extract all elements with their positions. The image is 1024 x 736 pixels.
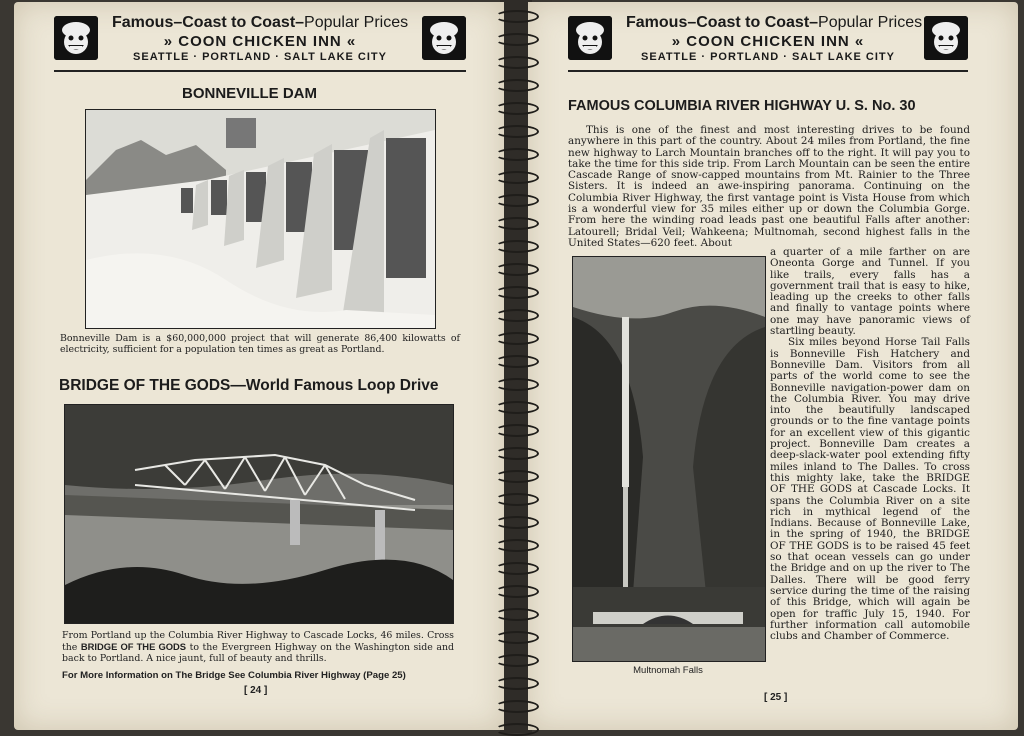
spiral-ring: [495, 263, 539, 276]
spiral-ring: [495, 631, 539, 644]
header-tagline: Famous–Coast to Coast–Popular Prices: [626, 14, 923, 31]
chef-face-logo-icon: [924, 16, 968, 60]
multnomah-falls-photo: [572, 256, 766, 662]
header-restaurant-name: » COON CHICKEN INN «: [163, 33, 357, 50]
spiral-ring: [495, 493, 539, 506]
spiral-ring: [495, 539, 539, 552]
left-page: [14, 2, 504, 730]
spiral-ring: [495, 608, 539, 621]
spiral-ring: [495, 33, 539, 46]
spiral-ring: [495, 332, 539, 345]
bonneville-dam-photo: [85, 109, 436, 329]
spiral-ring: [495, 217, 539, 230]
spiral-ring: [495, 401, 539, 414]
spiral-ring: [495, 516, 539, 529]
spiral-ring: [495, 562, 539, 575]
highway-body-text: a quarter of a mile farther on are Oneonta Gorge and Tunnel. If you like trails, every falls has a government trail that is easy to hike, leading up the creeks to other falls and finally to vantage points where one may have panoramic views of startling beauty. Six miles beyond Horse Tail Falls is Bonneville Fish Hatchery and Bonneville Dam. Visitors from all parts of the world come to see the Bonneville navigation-power dam on the Columbia River. You may drive into the beautifully landscaped grounds or to the fine vantage points for an excellent view of this gigantic project. Bonneville Dam creates a deep-slack-water pool extending fifty miles inland to The Dalles. To cross this mighty lake, take the BRIDGE OF THE GODS at Cascade Locks. It spans the Columbia River on a site rich in mythical legend of the Indians. Because of Bonneville Lake, in the spring of 1940, the BRIDGE OF THE GODS is to be raised 45 feet so that ocean vessels can go under the Bridge and on up the river to The Dalles. There will be good ferry service during the time of the raising of this Bridge, which will again be open for traffic July 15, 1940. For further information call automobile clubs and Chamber of Commerce.: [770, 246, 970, 643]
spiral-ring: [495, 171, 539, 184]
spiral-ring: [495, 447, 539, 460]
spiral-ring: [495, 240, 539, 253]
bridge-section-title: BRIDGE OF THE GODS—World Famous Loop Drive: [59, 377, 439, 394]
chef-face-logo-icon: [54, 16, 98, 60]
spiral-ring: [495, 286, 539, 299]
spiral-ring: [495, 654, 539, 667]
page-number: [ 25 ]: [764, 692, 788, 703]
spiral-ring: [495, 355, 539, 368]
right-page: [528, 2, 1018, 730]
header-cities: SEATTLE · PORTLAND · SALT LAKE CITY: [641, 51, 895, 63]
spiral-ring: [495, 378, 539, 391]
spiral-ring: [495, 470, 539, 483]
chef-face-logo-icon: [568, 16, 612, 60]
dam-caption: Bonneville Dam is a $60,000,000 project that will generate 86,400 kilowatts of electricity, sufficient for a population ten times as great as Portland.: [60, 333, 460, 355]
header-restaurant-name: » COON CHICKEN INN «: [671, 33, 865, 50]
highway-section-title: FAMOUS COLUMBIA RIVER HIGHWAY U. S. No. 30: [568, 98, 916, 114]
spiral-ring: [495, 677, 539, 690]
spiral-ring: [495, 102, 539, 115]
spiral-ring: [495, 194, 539, 207]
spiral-ring: [495, 148, 539, 161]
spiral-ring: [495, 125, 539, 138]
spiral-ring: [495, 723, 539, 736]
highway-intro-text: This is one of the finest and most interesting drives to be found anywhere in this part of the country. About 24 miles from Portland, the fine new highway to Larch Mountain branches off to the right. It will pay you to take the time for this side trip. From Larch Mountain can be seen the entire Cascade Range of snow-capped mountains from Mt. Rainier to the Three Sisters. It is indeed an awe-inspiring panorama. Continuing on the Columbia River Highway, the first vantage point is Vista House from which is a wonderful view for 35 miles either up or down the Columbia Gorge. From here the winding road leads past one beautiful Falls after another: Latourell; Bridal Veil; Wahkeena; Multnomah, second highest falls in the United States—620 feet. About: [568, 124, 970, 249]
chef-face-logo-icon: [422, 16, 466, 60]
spiral-ring: [495, 585, 539, 598]
bridge-of-the-gods-photo: [64, 404, 454, 624]
spiral-ring: [495, 10, 539, 23]
dam-section-title: BONNEVILLE DAM: [182, 85, 317, 102]
spiral-ring: [495, 700, 539, 713]
multnomah-falls-caption: Multnomah Falls: [633, 665, 703, 676]
spiral-ring: [495, 56, 539, 69]
header-tagline: Famous–Coast to Coast–Popular Prices: [112, 14, 409, 31]
header-text: [112, 14, 408, 63]
footer-reference-note: For More Information on The Bridge See Columbia River Highway (Page 25): [62, 670, 406, 681]
right-page-header: [568, 8, 968, 72]
bridge-caption: From Portland up the Columbia River Highway to Cascade Locks, 46 miles. Cross the BRIDGE OF THE GODS to the Evergreen Highway on the Washington side and back to Portland. A nice jaunt, full of beauty and thrills.: [62, 630, 454, 664]
spiral-ring: [495, 79, 539, 92]
spiral-ring: [495, 424, 539, 437]
spiral-ring: [495, 309, 539, 322]
page-number: [ 24 ]: [244, 685, 268, 696]
header-cities: SEATTLE · PORTLAND · SALT LAKE CITY: [133, 51, 387, 63]
left-page-header: [54, 8, 466, 72]
header-text: [626, 14, 923, 63]
